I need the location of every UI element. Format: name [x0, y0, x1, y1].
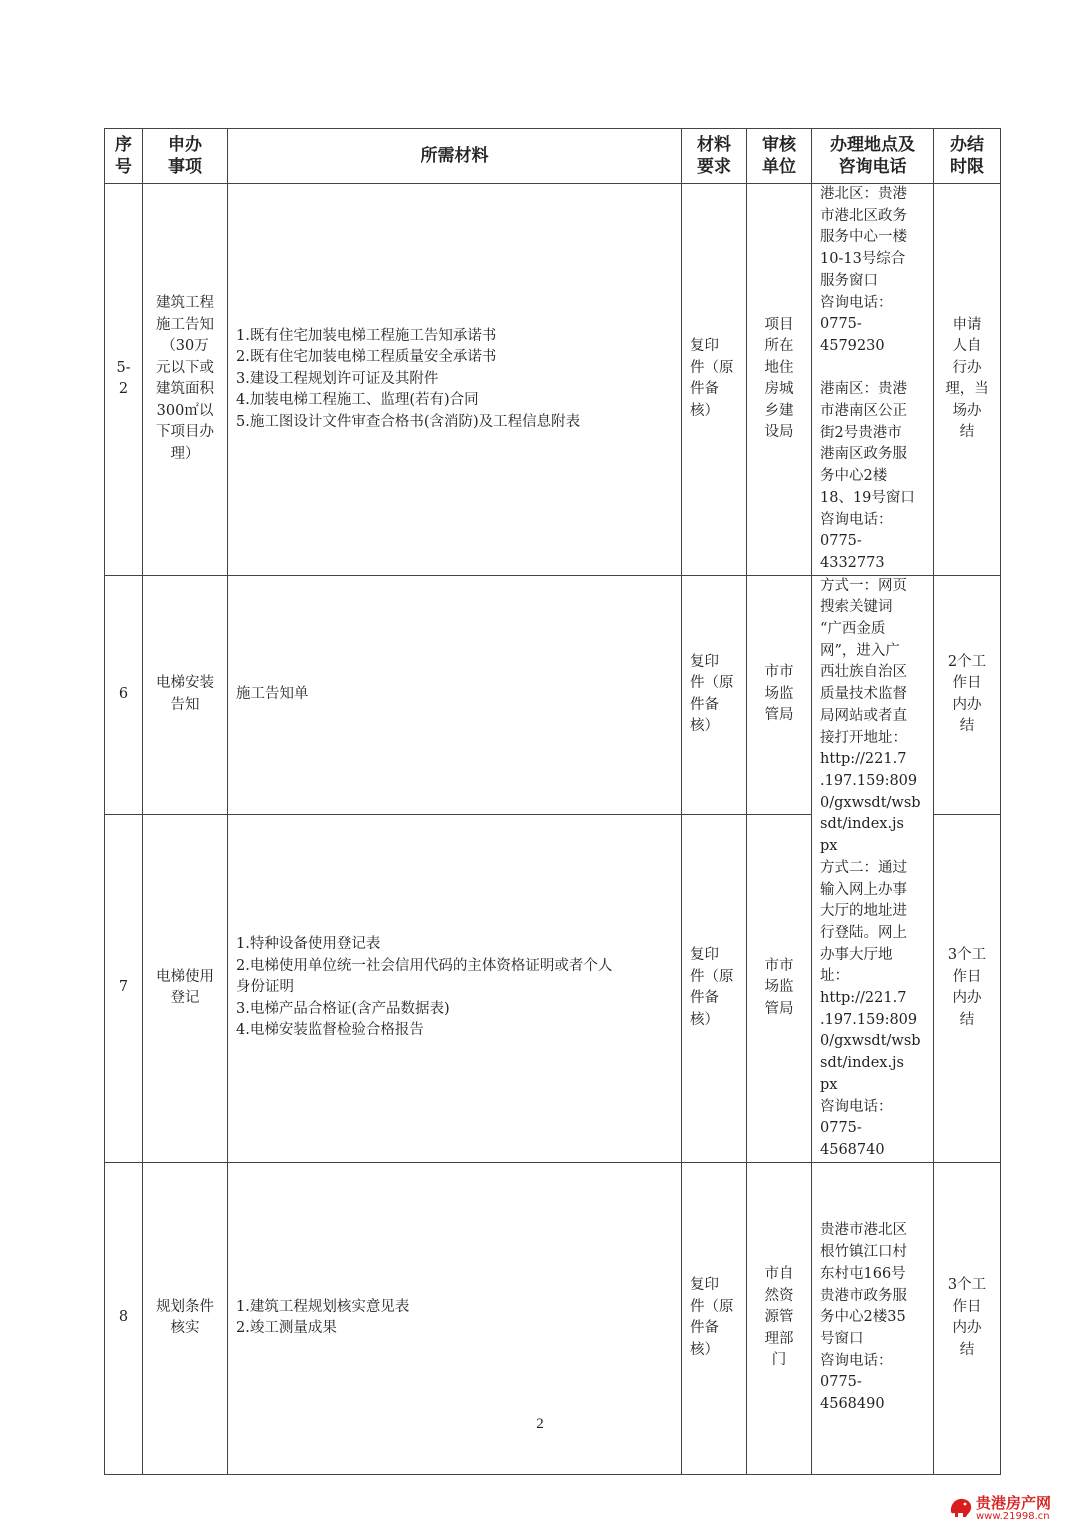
cell-line: 要求 [697, 157, 731, 177]
cell-line: 件备 [690, 696, 719, 713]
cell-line: 元以下或 [156, 359, 214, 376]
cell-line: 设局 [764, 424, 794, 441]
cell-line: 建筑面积 [156, 381, 214, 398]
material-item: 4.加装电梯工程施工、监理(若有)合同 [236, 392, 479, 409]
cell-line: 件备 [690, 990, 719, 1007]
row-requirement [682, 184, 747, 576]
header-materials: 所需材料 [228, 129, 682, 184]
material-item: 5.施工图设计文件审查合格书(含消防)及工程信息附表 [236, 413, 581, 430]
cell-line: 市市 [764, 957, 794, 974]
cell-line: 审核 [762, 135, 796, 155]
material-item: 施工告知单 [236, 685, 309, 702]
cell-line: 办理地点及 [830, 135, 915, 155]
cell-line: 复印 [690, 653, 719, 670]
cell-line: 核） [690, 718, 719, 735]
material-item: 1.建筑工程规划核实意见表 [236, 1298, 410, 1315]
cell-line: “广西金质 [820, 621, 886, 638]
cell-line: 网”，进入广 [820, 642, 900, 659]
watermark-brand: 贵港房产网 [976, 1494, 1052, 1512]
material-item: 身份证明 [236, 979, 294, 996]
material-item: 1.特种设备使用登记表 [236, 936, 381, 953]
cell-line: 理部 [764, 1330, 794, 1347]
cell-line: 7 [118, 979, 129, 996]
cell-line: 0775-4579230 [820, 316, 885, 354]
row-requirement [682, 814, 747, 1162]
cell-line: 搜索关键词 [820, 599, 893, 616]
material-item: 3.建设工程规划许可证及其附件 [236, 370, 439, 387]
cell-line: 18、19号窗口 [820, 489, 915, 506]
cell-line: 市港南区公正 [820, 403, 907, 420]
row-time-limit [934, 184, 1001, 576]
cell-line: 贵港市政务服 [820, 1287, 907, 1304]
cell-line: 办结 [950, 135, 984, 155]
cell-line: 理，当 [945, 381, 989, 398]
cell-line: 咨询电话： [820, 1098, 893, 1115]
cell-line: 结 [959, 1341, 975, 1358]
cell-line: 2个工 [947, 653, 987, 670]
cell-line: 号窗口 [820, 1330, 864, 1347]
cell-line: 大厅的地址进 [820, 903, 907, 920]
cell-line: sdt/index.js [820, 816, 904, 833]
cell-line: 作日 [952, 675, 982, 692]
cell-line: 根竹镇江口村 [820, 1244, 907, 1261]
cell-line: 复印 [690, 947, 719, 964]
row-authority [747, 814, 812, 1162]
header-seq [105, 129, 143, 184]
cell-line: 乡建 [764, 402, 794, 419]
cell-line: 规划条件 [156, 1298, 214, 1315]
cell-line: 复印 [690, 1277, 719, 1294]
material-item: 3.电梯产品合格证(含产品数据表) [236, 1000, 450, 1017]
cell-line: 房城 [764, 381, 794, 398]
cell-line: 场办 [952, 402, 982, 419]
cell-line: 时限 [950, 157, 984, 177]
cell-line: 10-13号综合 [820, 251, 906, 268]
cell-line: （30万 [161, 338, 209, 355]
cell-line: 市市 [764, 664, 794, 681]
cell-line: 件（原 [690, 359, 734, 376]
cell-line: 件（原 [690, 675, 734, 692]
cell-line: 办事大厅地 [820, 946, 893, 963]
cell-line: 序 [115, 135, 132, 155]
cell-line: 服务窗口 [820, 272, 878, 289]
cell-line: 8 [118, 1309, 129, 1326]
cell-line: 结 [959, 1011, 975, 1028]
cell-line: 所在 [764, 338, 794, 355]
cell-line: 咨询电话： [820, 294, 893, 311]
cell-line: 3个工 [947, 947, 987, 964]
cell-line: 0775-4568740 [820, 1120, 885, 1158]
cell-line: 结 [959, 424, 975, 441]
cell-line: 申办 [168, 135, 202, 155]
cell-line: 行登陆。网上 [820, 924, 907, 941]
cell-line: 方式一：网页 [820, 577, 907, 594]
cell-line: 咨询电话： [820, 1352, 893, 1369]
cell-line: 登记 [170, 990, 200, 1007]
cell-line: 门 [771, 1352, 787, 1369]
row-location-shared [812, 575, 934, 1162]
cell-line: 市自 [764, 1266, 794, 1283]
cell-line: 接打开地址： [820, 729, 907, 746]
cell-line: 申请 [952, 316, 982, 333]
material-item: 1.既有住宅加装电梯工程施工告知承诺书 [236, 327, 497, 344]
cell-line: 服务中心一楼 [820, 229, 907, 246]
table-row [105, 184, 1001, 576]
cell-line: 然资 [764, 1287, 794, 1304]
material-item: 2.电梯使用单位统一社会信用代码的主体资格证明或者个人 [236, 957, 613, 974]
cell-line: 场监 [764, 685, 794, 702]
cell-line: 场监 [764, 979, 794, 996]
row-item [143, 575, 228, 814]
cell-line: 电梯使用 [156, 968, 214, 985]
cell-line: 港南区：贵港 [820, 381, 907, 398]
row-time-limit [934, 814, 1001, 1162]
watermark-url: www.21998.cn [976, 1511, 1050, 1522]
cell-line [820, 358, 925, 380]
cell-line: 建筑工程 [156, 295, 214, 312]
cell-line: 结 [959, 718, 975, 735]
cell-line: 内办 [952, 696, 982, 713]
material-item: 4.电梯安装监督检验合格报告 [236, 1022, 424, 1039]
row-item [143, 184, 228, 576]
cell-line: 行办 [952, 359, 982, 376]
cell-line: 管局 [764, 707, 794, 724]
cell-line: 西壮族自治区 [820, 664, 907, 681]
row-requirement [682, 575, 747, 814]
cell-line: sdt/index.js [820, 1055, 904, 1072]
cell-line: 0775-4332773 [820, 533, 885, 571]
cell-line: 件备 [690, 1320, 719, 1337]
cell-line: 质量技术监督 [820, 686, 907, 703]
cell-line: 核） [690, 1341, 719, 1358]
cell-line: 5- [116, 359, 131, 376]
cell-line: 3个工 [947, 1277, 987, 1294]
cell-line: 输入网上办事 [820, 881, 907, 898]
cell-line: 内办 [952, 990, 982, 1007]
header-requirement [682, 129, 747, 184]
cell-line: 作日 [952, 1298, 982, 1315]
materials-table [104, 128, 1001, 1475]
cell-line: 核） [690, 1011, 719, 1028]
cell-line: 项目 [764, 316, 794, 333]
cell-line: http://221.7 [820, 751, 907, 768]
row-seq [105, 814, 143, 1162]
row-materials [228, 814, 682, 1162]
elephant-logo-icon [948, 1494, 974, 1520]
cell-line: 复印 [690, 338, 719, 355]
cell-line: 务中心2楼35 [820, 1309, 906, 1326]
cell-line: 材料 [697, 135, 731, 155]
cell-line: 港北区：贵港 [820, 186, 907, 202]
watermark [948, 1492, 1080, 1527]
row-authority [747, 575, 812, 814]
cell-line: 单位 [762, 157, 796, 177]
row-seq [105, 184, 143, 576]
row-authority [747, 184, 812, 576]
cell-line: 号 [115, 157, 132, 177]
cell-line: 地住 [764, 359, 794, 376]
cell-line: 管局 [764, 1000, 794, 1017]
row-materials [228, 575, 682, 814]
cell-line: 咨询电话 [838, 157, 907, 177]
header-location [812, 129, 934, 184]
cell-line: 件（原 [690, 968, 734, 985]
cell-line: 内办 [952, 1320, 982, 1337]
cell-line: 核实 [170, 1320, 200, 1337]
cell-line: px [820, 838, 838, 855]
cell-line: 咨询电话： [820, 511, 893, 528]
cell-line: 电梯安装 [156, 675, 214, 692]
cell-line: px [820, 1076, 838, 1093]
cell-line: 市港北区政务 [820, 207, 907, 224]
row-location [812, 184, 934, 576]
table-row [105, 575, 1001, 814]
cell-line: 务中心2楼 [820, 468, 888, 485]
cell-line: 0775-4568490 [820, 1374, 885, 1413]
cell-line: 0/gxwsdt/wsb [820, 794, 921, 811]
row-seq [105, 575, 143, 814]
cell-line: 贵港市港北区 [820, 1222, 907, 1239]
row-item [143, 814, 228, 1162]
cell-line: 2 [118, 381, 129, 398]
cell-line: 6 [118, 685, 129, 702]
row-materials [228, 184, 682, 576]
cell-line: .197.159:809 [820, 1011, 918, 1028]
cell-line: 300㎡以 [156, 402, 214, 419]
cell-line: 件（原 [690, 1298, 734, 1315]
cell-line: 件备 [690, 381, 719, 398]
cell-line: 0/gxwsdt/wsb [820, 1033, 921, 1050]
cell-line: 港南区政务服 [820, 446, 907, 463]
cell-line: 事项 [168, 157, 202, 177]
cell-line: 源管 [764, 1309, 794, 1326]
cell-line: 址： [820, 968, 849, 985]
cell-line: 核） [690, 402, 719, 419]
material-item: 2.既有住宅加装电梯工程质量安全承诺书 [236, 349, 497, 366]
header-item [143, 129, 228, 184]
cell-line: 下项目办 [156, 424, 214, 441]
page-number: 2 [536, 1416, 544, 1432]
cell-line: 理） [170, 445, 200, 462]
cell-line: 局网站或者直 [820, 707, 907, 724]
header-row [105, 129, 1001, 184]
cell-line: .197.159:809 [820, 772, 918, 789]
material-item: 2.竣工测量成果 [236, 1320, 337, 1337]
cell-line: 施工告知 [156, 316, 214, 333]
cell-line: 人自 [952, 338, 982, 355]
cell-line: 作日 [952, 968, 982, 985]
cell-line: 告知 [170, 696, 200, 713]
header-authority [747, 129, 812, 184]
cell-line: http://221.7 [820, 990, 907, 1007]
row-time-limit [934, 575, 1001, 814]
cell-line: 街2号贵港市 [820, 424, 902, 441]
header-time-limit [934, 129, 1001, 184]
cell-line: 方式二：通过 [820, 859, 907, 876]
cell-line: 东村屯166号 [820, 1265, 906, 1282]
